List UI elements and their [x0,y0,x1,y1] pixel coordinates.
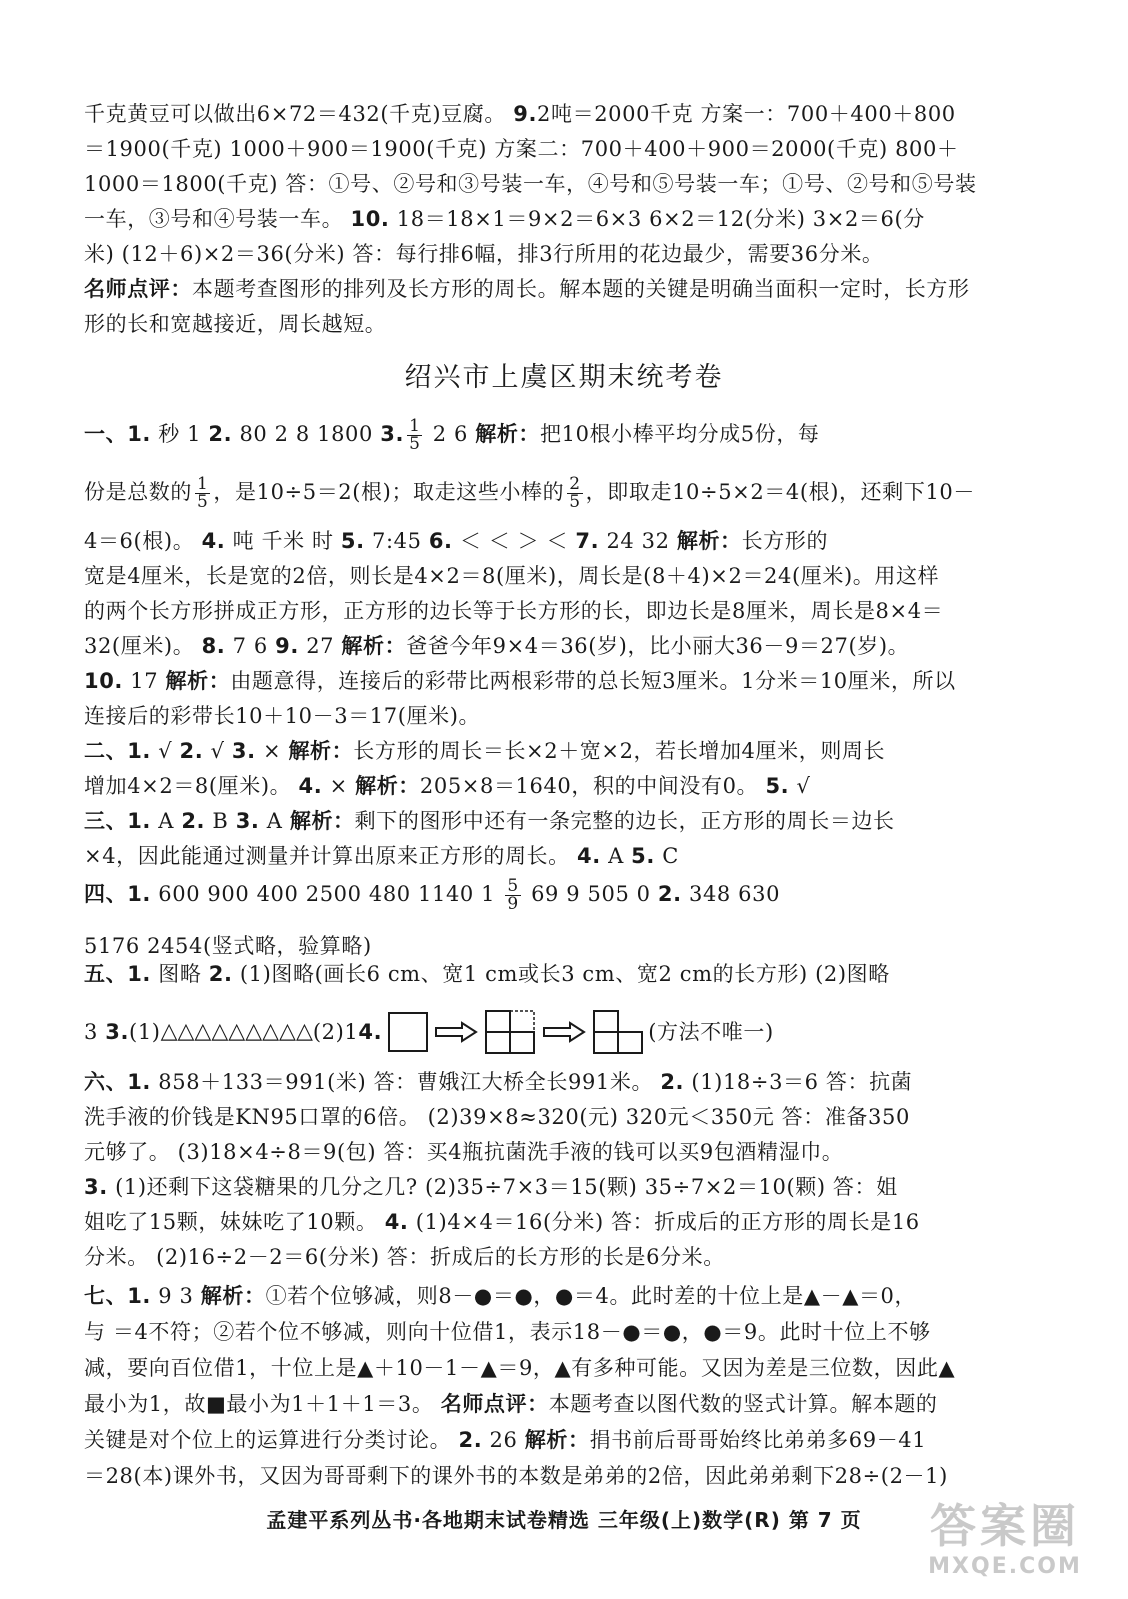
text: 把10根小棒平均分成5份，每 [540,422,820,446]
text-line [84,98,1068,130]
text: 3 [84,1020,98,1044]
text: 减，要向百位借1，十位上是▲＋10－1－▲＝9，▲有多种可能。又因为差是三位数，因此▲ [84,1356,956,1380]
text: 4＝6(根)。 [84,529,202,553]
denominator: 9 [507,894,519,914]
item-number: 3. [380,422,405,446]
denominator: 5 [409,434,421,454]
text: 858＋133＝991(米) 答：曹娥江大桥全长991米。 [151,1070,661,1094]
text-line [84,168,1068,200]
text: 18＝18×1＝9×2＝6×3 6×2＝12(分米) 3×2＝6(分 [389,207,925,231]
text-line [84,700,1068,732]
text-line [84,1280,1068,1312]
text-line [84,1316,1068,1348]
item-number: 4. [577,844,601,868]
text-line [84,1101,1068,1133]
text: √ [151,739,180,763]
watermark-text: 答案圈 [930,1499,1080,1553]
text: 与 ＝4不符；②若个位不够减，则向十位借1，表示18－●＝●，●＝9。此时十位上不够 [84,1320,931,1344]
text: C [654,844,679,868]
text: (2)1 [312,1020,359,1044]
text: (1) [129,1020,161,1044]
numerator: 5 [507,876,519,896]
analysis-label: 解析： [341,634,407,658]
triangle-row: △△△△△△△△△ [160,1019,313,1044]
text: ，即取走10÷5×2＝4(根)，还剩下10－ [585,480,975,504]
text: 一车，③号和④号装一车。 [84,207,351,231]
text-line [84,595,1068,627]
text: 分米。 (2)16÷2－2＝6(分米) 答：折成后的长方形的长是6分米。 [84,1245,725,1269]
text: ＜ ＜ ＞ ＜ [452,529,576,553]
item-number: 10. [350,207,390,231]
text: 17 [123,669,166,693]
item-number: 8. [201,634,226,658]
text: 2吨＝2000千克 方案一：700＋400＋800 [537,102,956,126]
text: 千克黄豆可以做出6×72＝432(千克)豆腐。 [84,102,514,126]
text: 26 [482,1428,525,1452]
single-square-shape [388,1012,428,1052]
text: 关键是对个位上的运算进行分类讨论。 [84,1428,459,1452]
text: √ [203,739,232,763]
text-line [84,1066,1068,1098]
item-number: 9. [275,634,299,658]
denominator: 5 [197,492,209,512]
four-square-shape [484,1009,536,1055]
text: 连接后的彩带长10＋10－3＝17(厘米)。 [84,704,481,728]
item-number: 10. [84,669,124,693]
fraction [195,476,210,511]
text: 5176 2454(竖式略，验算略) [84,934,372,958]
analysis-label: 解析： [165,669,231,693]
text: 69 9 505 0 [523,882,658,906]
review-label: 名师点评： [440,1392,549,1416]
text: A [259,809,290,833]
hollow-arrow-icon [434,1021,478,1043]
text: 份是总数的 [84,480,192,504]
text: 32(厘米)。 [84,634,202,658]
text-line [84,203,1068,235]
fraction [407,418,422,453]
text: ＝28(本)课外书，又因为哥哥剩下的课外书的本数是弟弟的2倍，因此弟弟剩下28÷(2－1) [84,1464,948,1488]
item-number: 7. [575,529,600,553]
text: 9 3 [151,1284,201,1308]
text-line [84,238,1068,270]
text: 长方形的周长＝长×2＋宽×2，若长增加4厘米，则周长 [353,739,886,763]
watermark-url: MXQE.COM [928,1554,1082,1579]
item-number: 3. [105,1020,130,1044]
item-number: 2. [458,1428,483,1452]
text: 由题意得，连接后的彩带比两根彩带的总长短3厘米。1分米＝10厘米，所以 [230,669,956,693]
text: A [151,809,182,833]
text: 增加4×2＝8(厘米)。 [84,774,299,798]
section-number: 六、1. [84,1070,151,1094]
text-line [84,1388,1068,1420]
hollow-arrow-icon [542,1021,586,1043]
item-number: 4. [384,1210,409,1234]
section-number: 二、1. [84,739,151,763]
item-number: 4. [358,1020,383,1044]
text: 600 900 400 2500 480 1140 1 [151,882,503,906]
text: 姐吃了15颗，妹妹吃了10颗。 [84,1210,385,1234]
text-line [84,665,1068,697]
text: 7:45 [364,529,429,553]
text-line [84,958,1068,990]
text-line [84,476,1068,511]
text: 80 2 8 1800 [232,422,381,446]
analysis-label: 解析： [475,422,541,446]
item-number: 3. [231,739,256,763]
denominator: 5 [569,492,581,512]
item-number: 2. [657,882,682,906]
text-line [84,805,1068,837]
item-number: 6. [428,529,453,553]
text: 205×8＝1640，积的中间没有0。 [419,774,766,798]
text-line [84,878,1068,913]
text-line [84,273,1068,305]
section-number: 七、1. [84,1284,151,1308]
section-number: 五、1. [84,962,151,986]
text-line [84,1008,1068,1056]
numerator: 1 [409,416,421,436]
text: 元够了。 (3)18×4÷8＝9(包) 答：买4瓶抗菌洗手液的钱可以买9包酒精湿巾。 [84,1140,844,1164]
text: 最小为1，故■最小为1＋1＋1＝3。 [84,1392,441,1416]
text: 剩下的图形中还有一条完整的边长，正方形的周长＝边长 [354,809,895,833]
text-line [84,1352,1068,1384]
text: ×4，因此能通过测量并计算出原来正方形的周长。 [84,844,578,868]
item-number: 4. [201,529,226,553]
text-line [84,1460,1068,1492]
text: × [255,739,289,763]
text-line [84,525,1068,557]
text: 吨 千米 时 [225,529,341,553]
analysis-label: 解析： [200,1284,266,1308]
text: 2 6 [425,422,476,446]
item-number: 2. [660,1070,685,1094]
text: 洗手液的价钱是KN95口罩的6倍。 (2)39×8≈320(元) 320元＜350元 答：准备350 [84,1105,910,1129]
analysis-label: 解析： [676,529,742,553]
analysis-label: 解析： [524,1428,590,1452]
text: ＝1900(千克) 1000＋900＝1900(千克) 方案二：700＋400＋900＝2000(千克) 800＋ [84,137,959,161]
text: 1000＝1800(千克) 答：①号、②号和③号装一车，④号和⑤号装一车；①号、②号和⑤号装 [84,172,977,196]
item-number: 4. [298,774,323,798]
text: 本题考查以图代数的竖式计算。解本题的 [548,1392,938,1416]
text: 的两个长方形拼成正方形，正方形的边长等于长方形的长，即边长是8厘米，周长是8×4＝ [84,599,944,623]
text-line [84,840,1068,872]
text: √ [789,774,811,798]
text: 本题考查图形的排列及长方形的周长。解本题的关键是明确当面积一定时，长方形 [192,277,970,301]
analysis-label: 解析： [355,774,420,798]
review-label: 名师点评： [84,277,192,301]
item-number: 3. [84,1175,108,1199]
text: 形的长和宽越接近，周长越短。 [84,312,387,336]
item-number: 3. [235,809,260,833]
text: B [205,809,236,833]
item-number: 5. [765,774,790,798]
text: 爸爸今年9×4＝36(岁)，比小丽大36－9＝27(岁)。 [406,634,910,658]
page-footer: 孟建平系列丛书·各地期末试卷精选 三年级(上)数学(R) 第 7 页 [266,1508,862,1532]
numerator: 1 [197,474,209,494]
text-line [84,1136,1068,1168]
text-line [84,630,1068,662]
text: × [322,774,356,798]
text: 图略 [151,962,209,986]
watermark-logo [900,1498,1110,1590]
text: 27 [298,634,342,658]
text-line [84,560,1068,592]
text-line [84,1206,1068,1238]
text-line [84,1171,1068,1203]
fraction [505,878,520,913]
numerator: 2 [569,474,581,494]
analysis-label: 解析： [288,739,354,763]
item-number: 5. [340,529,365,553]
item-number: 2. [179,739,204,763]
item-number: 5. [631,844,655,868]
text-line [84,1241,1068,1273]
text: 捐书前后哥哥始终比弟弟多69－41 [589,1428,927,1452]
item-number: 9. [513,102,538,126]
three-square-shape [592,1009,644,1055]
section-number: 一、1. [84,422,151,446]
text: 7 6 [225,634,276,658]
text: (1)4×4＝16(分米) 答：折成后的正方形的周长是16 [408,1210,920,1234]
text: 秒 1 [151,422,209,446]
text: A [600,844,632,868]
text-line [84,308,1068,340]
text: (1)图略(画长6 cm、宽1 cm或长3 cm、宽2 cm的长方形) (2)图略 [232,962,890,986]
fraction [567,476,582,511]
section-number: 四、1. [84,882,151,906]
text: 米) (12＋6)×2＝36(分米) 答：每行排6幅，排3行所用的花边最少，需要36分米。 [84,242,884,266]
analysis-label: 解析： [289,809,355,833]
text: (方法不唯一) [648,1020,774,1044]
text: 24 32 [599,529,677,553]
section-title: 绍兴市上虞区期末统考卷 [404,362,724,393]
text: ，是10÷5＝2(根)；取走这些小棒的 [213,480,565,504]
item-number: 2. [208,962,233,986]
text-line [84,770,1068,802]
item-number: 2. [208,422,233,446]
text: 348 630 [681,882,781,906]
text: ①若个位够减，则8－●＝●，●＝4。此时差的十位上是▲－▲＝0， [265,1284,917,1308]
text-line [84,1424,1068,1456]
text-line [84,133,1068,165]
text-line [84,418,1068,453]
text: (1)18÷3＝6 答：抗菌 [684,1070,913,1094]
text: (1)还剩下这袋糖果的几分之几? (2)35÷7×3＝15(颗) 35÷7×2＝10(颗) 答：姐 [107,1175,898,1199]
text: 长方形的 [741,529,829,553]
section-number: 三、1. [84,809,151,833]
item-number: 2. [181,809,206,833]
text: 宽是4厘米，长是宽的2倍，则长是4×2＝8(厘米)，周长是(8＋4)×2＝24(厘米)。用这样 [84,564,940,588]
text-line [84,735,1068,767]
